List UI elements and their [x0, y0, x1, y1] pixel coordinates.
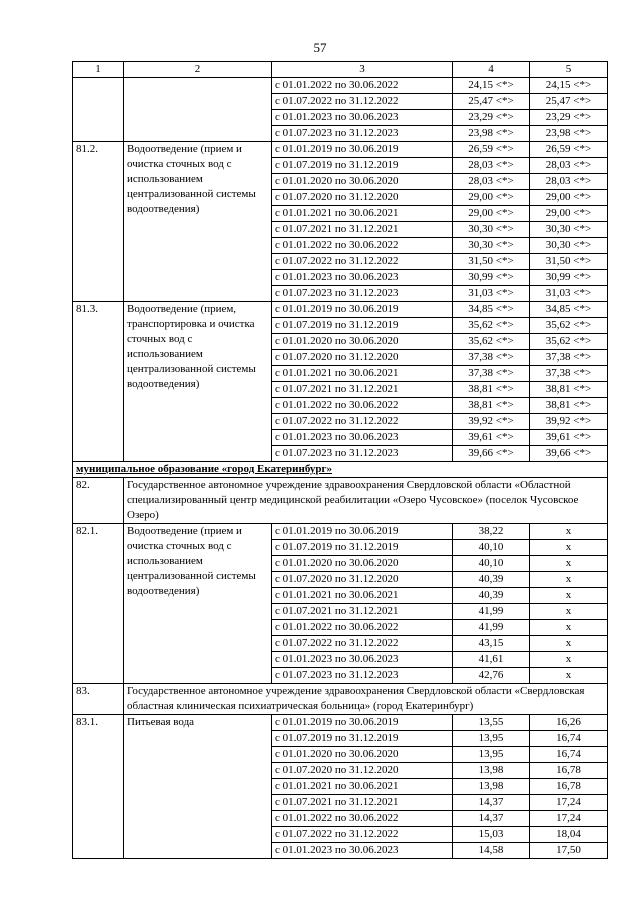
value-col5-cell: 16,26: [530, 715, 608, 731]
period-cell: с 01.07.2021 по 31.12.2021: [272, 795, 453, 811]
value-col4-cell: 38,81 <*>: [453, 382, 530, 398]
value-col5-cell: x: [530, 604, 608, 620]
value-col4-cell: 39,92 <*>: [453, 414, 530, 430]
value-col4-cell: 14,58: [453, 843, 530, 859]
value-col5-cell: 29,00 <*>: [530, 206, 608, 222]
organization-name-cell: Государственное автономное учреждение здравоохранения Свердловской области «Свердловская областная клиническая психиатрическая больница» (город Екатеринбург): [124, 684, 608, 715]
value-col4-cell: 38,22: [453, 524, 530, 540]
period-cell: с 01.07.2022 по 31.12.2022: [272, 254, 453, 270]
value-col5-cell: 29,00 <*>: [530, 190, 608, 206]
value-col5-cell: 30,30 <*>: [530, 238, 608, 254]
value-col4-cell: 43,15: [453, 636, 530, 652]
value-col5-cell: x: [530, 588, 608, 604]
header-cell: 3: [272, 62, 453, 78]
period-cell: с 01.01.2023 по 30.06.2023: [272, 270, 453, 286]
value-col4-cell: 39,61 <*>: [453, 430, 530, 446]
header-cell: 2: [124, 62, 272, 78]
value-col5-cell: 35,62 <*>: [530, 334, 608, 350]
value-col4-cell: 41,99: [453, 604, 530, 620]
table-row: [73, 715, 608, 731]
value-col5-cell: x: [530, 572, 608, 588]
value-col4-cell: 41,99: [453, 620, 530, 636]
municipality-label: муниципальное образование «город Екатеринбург»: [73, 462, 608, 478]
service-name-cell: [124, 78, 272, 142]
value-col5-cell: x: [530, 556, 608, 572]
value-col5-cell: 23,29 <*>: [530, 110, 608, 126]
period-cell: с 01.01.2022 по 30.06.2022: [272, 78, 453, 94]
value-col4-cell: 40,10: [453, 540, 530, 556]
value-col4-cell: 13,98: [453, 779, 530, 795]
value-col5-cell: 31,50 <*>: [530, 254, 608, 270]
period-cell: с 01.01.2022 по 30.06.2022: [272, 811, 453, 827]
value-col4-cell: 29,00 <*>: [453, 206, 530, 222]
period-cell: с 01.07.2021 по 31.12.2021: [272, 222, 453, 238]
period-cell: с 01.07.2023 по 31.12.2023: [272, 286, 453, 302]
value-col5-cell: 28,03 <*>: [530, 158, 608, 174]
period-cell: с 01.01.2021 по 30.06.2021: [272, 206, 453, 222]
service-name-cell: Водоотведение (прием и очистка сточных вод с использованием централизованной системы водоотведения): [124, 142, 272, 302]
value-col5-cell: 25,47 <*>: [530, 94, 608, 110]
value-col4-cell: 13,98: [453, 763, 530, 779]
value-col5-cell: 31,03 <*>: [530, 286, 608, 302]
table-row: [73, 78, 608, 94]
period-cell: с 01.07.2020 по 31.12.2020: [272, 350, 453, 366]
period-cell: с 01.07.2020 по 31.12.2020: [272, 190, 453, 206]
period-cell: с 01.01.2020 по 30.06.2020: [272, 747, 453, 763]
value-col5-cell: 16,78: [530, 763, 608, 779]
value-col4-cell: 23,29 <*>: [453, 110, 530, 126]
organization-row: [73, 684, 608, 715]
municipality-row: [73, 462, 608, 478]
value-col4-cell: 24,15 <*>: [453, 78, 530, 94]
period-cell: с 01.01.2023 по 30.06.2023: [272, 110, 453, 126]
value-col4-cell: 31,50 <*>: [453, 254, 530, 270]
value-col4-cell: 30,30 <*>: [453, 222, 530, 238]
service-name-cell: Питьевая вода: [124, 715, 272, 859]
period-cell: с 01.01.2022 по 30.06.2022: [272, 398, 453, 414]
period-cell: с 01.01.2022 по 30.06.2022: [272, 238, 453, 254]
header-cell: 4: [453, 62, 530, 78]
period-cell: с 01.01.2023 по 30.06.2023: [272, 652, 453, 668]
value-col5-cell: 23,98 <*>: [530, 126, 608, 142]
value-col4-cell: 25,47 <*>: [453, 94, 530, 110]
value-col5-cell: 24,15 <*>: [530, 78, 608, 94]
item-number-cell: 83.1.: [73, 715, 124, 859]
period-cell: с 01.07.2022 по 31.12.2022: [272, 827, 453, 843]
value-col4-cell: 31,03 <*>: [453, 286, 530, 302]
value-col4-cell: 15,03: [453, 827, 530, 843]
value-col5-cell: 38,81 <*>: [530, 382, 608, 398]
value-col4-cell: 37,38 <*>: [453, 366, 530, 382]
period-cell: с 01.07.2023 по 31.12.2023: [272, 446, 453, 462]
value-col4-cell: 42,76: [453, 668, 530, 684]
organization-row: [73, 478, 608, 524]
value-col5-cell: 30,99 <*>: [530, 270, 608, 286]
tariff-table-body: [73, 62, 608, 859]
value-col4-cell: 13,95: [453, 731, 530, 747]
value-col5-cell: 38,81 <*>: [530, 398, 608, 414]
value-col4-cell: 40,39: [453, 572, 530, 588]
value-col5-cell: 16,74: [530, 731, 608, 747]
service-name-cell: Водоотведение (прием, транспортировка и очистка сточных вод с использованием централизованной системы водоотведения): [124, 302, 272, 462]
period-cell: с 01.01.2021 по 30.06.2021: [272, 779, 453, 795]
value-col4-cell: 35,62 <*>: [453, 334, 530, 350]
table-row: [73, 142, 608, 158]
value-col4-cell: 41,61: [453, 652, 530, 668]
item-number-cell: [73, 78, 124, 142]
header-row: [73, 62, 608, 78]
value-col5-cell: 35,62 <*>: [530, 318, 608, 334]
period-cell: с 01.01.2019 по 30.06.2019: [272, 524, 453, 540]
value-col4-cell: 26,59 <*>: [453, 142, 530, 158]
period-cell: с 01.07.2022 по 31.12.2022: [272, 414, 453, 430]
value-col5-cell: 37,38 <*>: [530, 350, 608, 366]
value-col4-cell: 13,55: [453, 715, 530, 731]
value-col5-cell: 17,24: [530, 811, 608, 827]
period-cell: с 01.01.2019 по 30.06.2019: [272, 302, 453, 318]
period-cell: с 01.01.2021 по 30.06.2021: [272, 588, 453, 604]
period-cell: с 01.07.2023 по 31.12.2023: [272, 668, 453, 684]
period-cell: с 01.01.2020 по 30.06.2020: [272, 334, 453, 350]
value-col5-cell: 16,78: [530, 779, 608, 795]
organization-name-cell: Государственное автономное учреждение здравоохранения Свердловской области «Областной специализированный центр медицинской реабилитации «Озеро Чусовское» (поселок Чусовское Озеро): [124, 478, 608, 524]
period-cell: с 01.07.2019 по 31.12.2019: [272, 158, 453, 174]
period-cell: с 01.07.2020 по 31.12.2020: [272, 572, 453, 588]
period-cell: с 01.01.2019 по 30.06.2019: [272, 142, 453, 158]
value-col5-cell: 17,50: [530, 843, 608, 859]
value-col5-cell: x: [530, 540, 608, 556]
value-col4-cell: 30,99 <*>: [453, 270, 530, 286]
value-col5-cell: 37,38 <*>: [530, 366, 608, 382]
value-col5-cell: 34,85 <*>: [530, 302, 608, 318]
value-col4-cell: 29,00 <*>: [453, 190, 530, 206]
period-cell: с 01.01.2023 по 30.06.2023: [272, 430, 453, 446]
value-col4-cell: 40,10: [453, 556, 530, 572]
value-col4-cell: 35,62 <*>: [453, 318, 530, 334]
period-cell: с 01.07.2023 по 31.12.2023: [272, 126, 453, 142]
header-cell: 1: [73, 62, 124, 78]
value-col5-cell: 39,61 <*>: [530, 430, 608, 446]
page-number: 57: [313, 40, 327, 55]
value-col5-cell: 30,30 <*>: [530, 222, 608, 238]
period-cell: с 01.07.2020 по 31.12.2020: [272, 763, 453, 779]
period-cell: с 01.01.2022 по 30.06.2022: [272, 620, 453, 636]
value-col5-cell: 39,92 <*>: [530, 414, 608, 430]
value-col4-cell: 28,03 <*>: [453, 158, 530, 174]
value-col4-cell: 37,38 <*>: [453, 350, 530, 366]
value-col4-cell: 38,81 <*>: [453, 398, 530, 414]
header-cell: 5: [530, 62, 608, 78]
value-col4-cell: 30,30 <*>: [453, 238, 530, 254]
period-cell: с 01.07.2019 по 31.12.2019: [272, 540, 453, 556]
value-col4-cell: 14,37: [453, 811, 530, 827]
item-number-cell: 82.1.: [73, 524, 124, 684]
value-col4-cell: 34,85 <*>: [453, 302, 530, 318]
value-col5-cell: 17,24: [530, 795, 608, 811]
table-row: [73, 524, 608, 540]
table-row: [73, 302, 608, 318]
value-col4-cell: 28,03 <*>: [453, 174, 530, 190]
period-cell: с 01.01.2020 по 30.06.2020: [272, 174, 453, 190]
value-col5-cell: x: [530, 636, 608, 652]
period-cell: с 01.07.2021 по 31.12.2021: [272, 382, 453, 398]
period-cell: с 01.07.2019 по 31.12.2019: [272, 731, 453, 747]
item-number-cell: 82.: [73, 478, 124, 524]
period-cell: с 01.01.2020 по 30.06.2020: [272, 556, 453, 572]
period-cell: с 01.01.2021 по 30.06.2021: [272, 366, 453, 382]
value-col5-cell: 18,04: [530, 827, 608, 843]
value-col5-cell: x: [530, 524, 608, 540]
value-col5-cell: 39,66 <*>: [530, 446, 608, 462]
value-col4-cell: 39,66 <*>: [453, 446, 530, 462]
value-col5-cell: 26,59 <*>: [530, 142, 608, 158]
value-col5-cell: x: [530, 652, 608, 668]
period-cell: с 01.07.2021 по 31.12.2021: [272, 604, 453, 620]
value-col5-cell: x: [530, 668, 608, 684]
service-name-cell: Водоотведение (прием и очистка сточных вод с использованием централизованной системы водоотведения): [124, 524, 272, 684]
period-cell: с 01.07.2022 по 31.12.2022: [272, 636, 453, 652]
value-col5-cell: x: [530, 620, 608, 636]
value-col4-cell: 14,37: [453, 795, 530, 811]
value-col5-cell: 28,03 <*>: [530, 174, 608, 190]
period-cell: с 01.01.2019 по 30.06.2019: [272, 715, 453, 731]
value-col4-cell: 13,95: [453, 747, 530, 763]
item-number-cell: 81.2.: [73, 142, 124, 302]
value-col5-cell: 16,74: [530, 747, 608, 763]
item-number-cell: 81.3.: [73, 302, 124, 462]
value-col4-cell: 40,39: [453, 588, 530, 604]
period-cell: с 01.07.2019 по 31.12.2019: [272, 318, 453, 334]
tariff-table: [72, 61, 608, 859]
value-col4-cell: 23,98 <*>: [453, 126, 530, 142]
period-cell: с 01.07.2022 по 31.12.2022: [272, 94, 453, 110]
period-cell: с 01.01.2023 по 30.06.2023: [272, 843, 453, 859]
item-number-cell: 83.: [73, 684, 124, 715]
